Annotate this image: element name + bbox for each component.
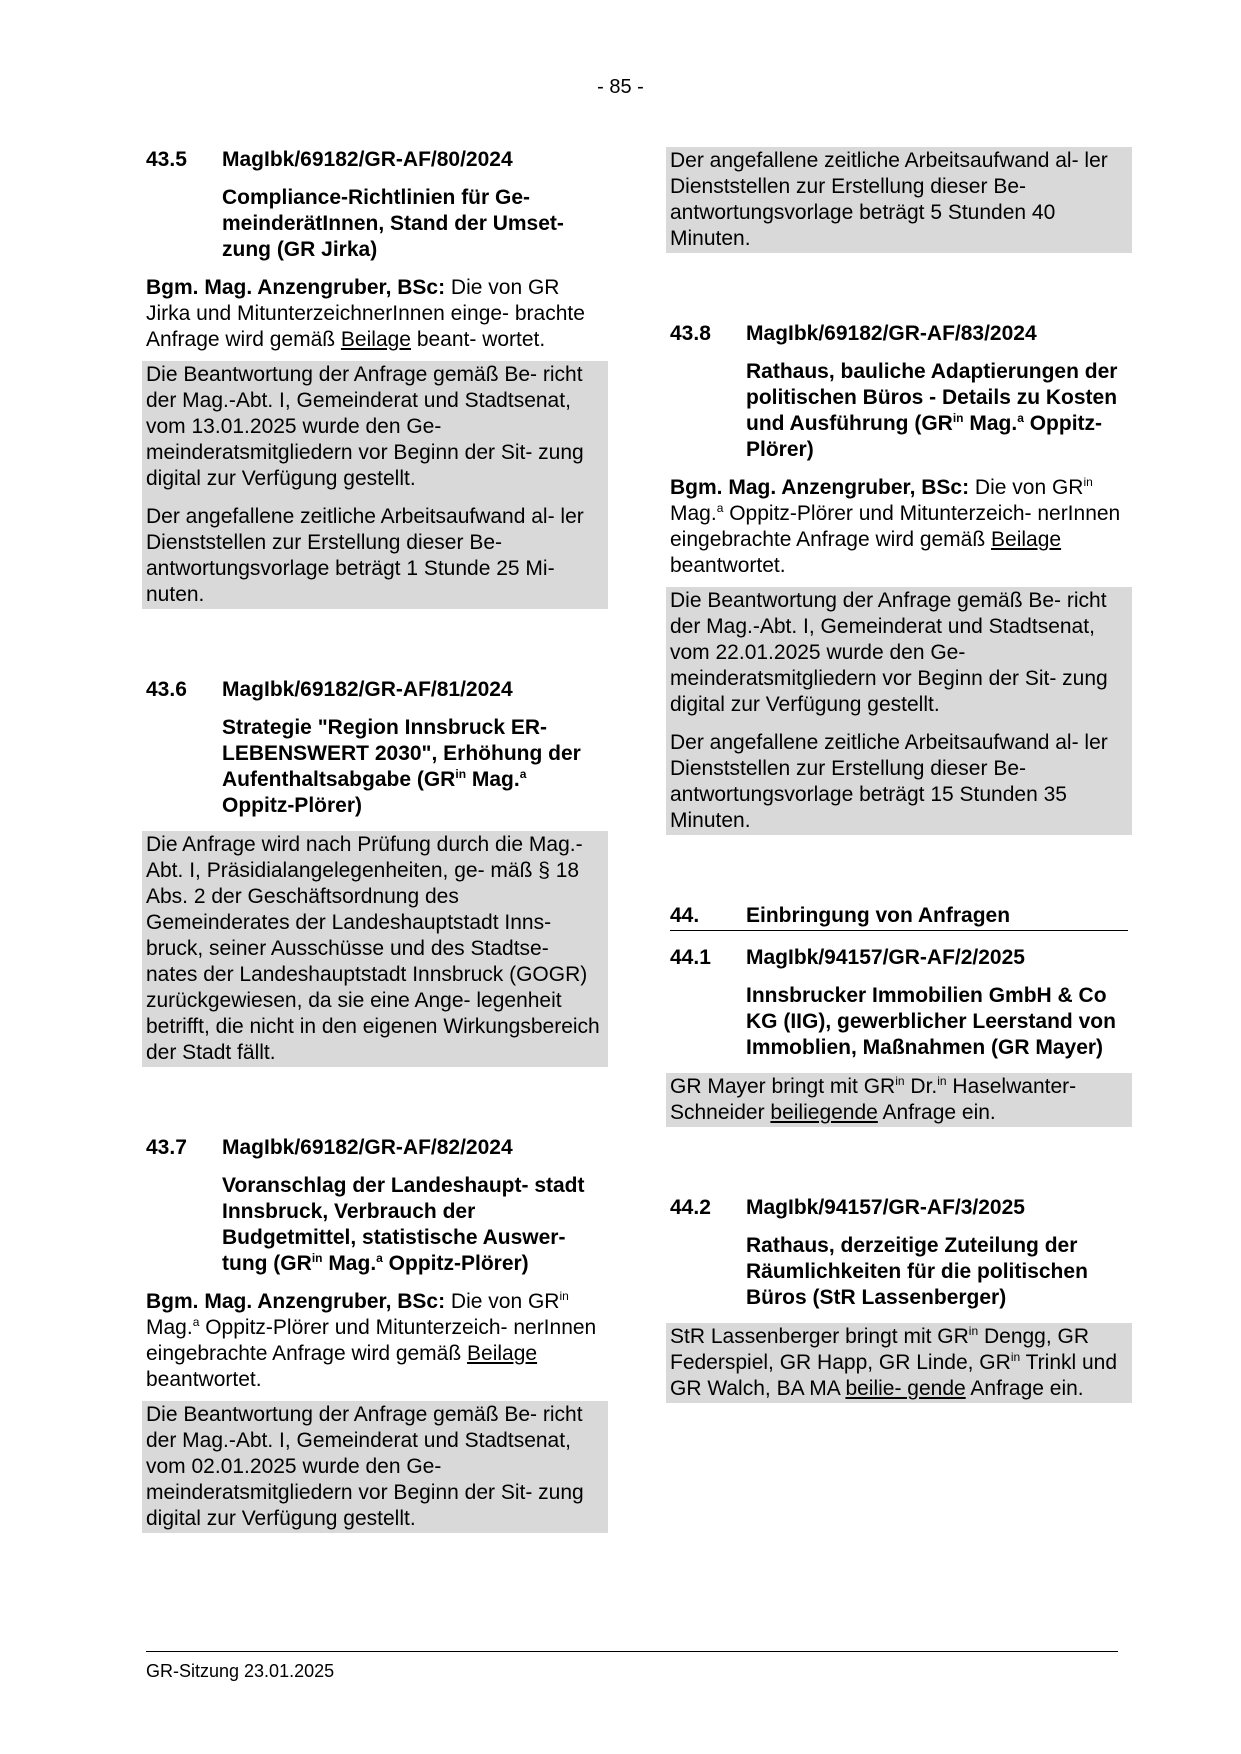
note-text: StR Lassenberger bringt mit GR — [670, 1325, 969, 1348]
shaded-note — [666, 1073, 1132, 1127]
statement-text: Mag. — [670, 502, 717, 525]
shaded-note — [142, 361, 608, 609]
item-subject — [222, 1173, 604, 1277]
item-subject — [222, 715, 604, 819]
item-number: 43.8 — [670, 322, 711, 345]
item-number: 44.2 — [670, 1196, 711, 1219]
item-reference: MagIbk/69182/GR-AF/83/2024 — [746, 322, 1037, 345]
effort-note: Der angefallene zeitliche Arbeitsaufwand al- ler Dienststellen zur Erstellung dieser Be- antwortungsvorlage beträgt 15 Stunden 35 Minuten. — [670, 731, 1108, 832]
superscript: a — [716, 501, 724, 515]
page-number: - 85 - — [597, 76, 644, 98]
subject-text: Mag. — [322, 1252, 377, 1275]
speaker-statement — [670, 475, 1128, 579]
item-reference: MagIbk/94157/GR-AF/3/2025 — [746, 1196, 1025, 1219]
subject-text: Oppitz-Plörer) — [382, 1252, 529, 1275]
answer-note: Die Beantwortung der Anfrage gemäß Be- richt der Mag.-Abt. I, Gemeinderat und Stadtsenat, vom 02.01.2025 wurde den Ge- meinderatsmitgliedern vor Beginn der Sit- zung digital zur Verfügung gestellt. — [146, 1403, 584, 1530]
statement-text: Mag. — [146, 1316, 193, 1339]
statement-text-end: beantwortet. — [670, 554, 786, 577]
subject-text: Voranschlag der Landeshaupt- stadt Innsbruck, Verbrauch der Budgetmittel, statistische Auswer- tung (GR — [222, 1174, 585, 1275]
note-text: GR Mayer bringt mit GR — [670, 1075, 896, 1098]
superscript: a — [192, 1315, 200, 1329]
speaker-statement — [146, 275, 604, 353]
superscript: in — [937, 1074, 947, 1088]
statement-text: Die von GR — [969, 476, 1084, 499]
superscript: in — [952, 411, 964, 425]
item-subject: Innsbrucker Immobilien GmbH & Co KG (IIG), gewerblicher Leerstand von Immoblien, Maßnahmen (GR Mayer) — [746, 984, 1116, 1059]
section-number: 44. — [670, 904, 700, 927]
note-text: Dengg, GR Federspiel, GR Happ, GR Linde, GR — [670, 1325, 1090, 1374]
beilage-link[interactable]: Beilage — [340, 328, 411, 351]
submission-note — [670, 1324, 1128, 1402]
note-text-end: Anfrage ein. — [877, 1101, 996, 1124]
item-43-8 — [670, 321, 1128, 835]
beiliegende-link[interactable]: beiliegende — [770, 1101, 878, 1124]
speaker-statement — [146, 1289, 604, 1393]
item-heading — [670, 321, 1128, 347]
subject-text: Oppitz-Plörer) — [746, 412, 1103, 461]
item-heading — [670, 945, 1128, 971]
subject-text: Oppitz-Plörer) — [222, 794, 362, 817]
shaded-note — [666, 1323, 1132, 1403]
subject-text: Mag. — [466, 768, 520, 791]
effort-note: Der angefallene zeitliche Arbeitsaufwand al- ler Dienststellen zur Erstellung dieser Be- antwortungsvorlage beträgt 1 Stunde 25 Mi- nuten. — [146, 505, 584, 606]
statement-text-end: beantwortet. — [146, 1368, 262, 1391]
beiliegende-link[interactable]: beilie- gende — [845, 1377, 966, 1400]
shaded-note — [666, 587, 1132, 835]
rejection-note: Die Anfrage wird nach Prüfung durch die Mag.-Abt. I, Präsidialangelegenheiten, ge- mäß § 18 Abs. 2 der Geschäftsordnung des Gemeinderates der Landeshauptstadt Inns- bruck, seiner Ausschüsse und des Stadtse- nates der Landeshauptstadt Innsbruck (GOGR) zurückgewiesen, da sie eine Ange- legenheit betrifft, die nicht in den eigenen Wirkungsbereich der Stadt fällt. — [146, 833, 600, 1064]
answer-note: Die Beantwortung der Anfrage gemäß Be- richt der Mag.-Abt. I, Gemeinderat und Stadtsenat, vom 22.01.2025 wurde den Ge- meinderatsmitgliedern vor Beginn der Sit- zung digital zur Verfügung gestellt. — [670, 589, 1108, 716]
item-43-5 — [146, 147, 604, 609]
statement-text-end: beant- wortet. — [410, 328, 546, 351]
note-text: Haselwanter- Schneider — [670, 1075, 1077, 1124]
item-number: 43.7 — [146, 1136, 187, 1159]
shaded-note — [666, 147, 1132, 253]
superscript: in — [895, 1074, 905, 1088]
right-column — [670, 147, 1128, 1409]
section-heading-44 — [670, 903, 1128, 931]
item-43-7 — [146, 1135, 604, 1533]
item-reference: MagIbk/69182/GR-AF/81/2024 — [222, 678, 513, 701]
item-44-2 — [670, 1195, 1128, 1403]
item-subject — [746, 359, 1128, 463]
superscript: in — [311, 1251, 323, 1265]
item-44-1 — [670, 945, 1128, 1127]
submission-note — [670, 1074, 1128, 1126]
subject-text: Strategie "Region Innsbruck ER- LEBENSWERT 2030", Erhöhung der Aufenthaltsabgabe (GR — [222, 716, 581, 791]
item-number: 44.1 — [670, 946, 711, 969]
subject-text: Mag. — [963, 412, 1018, 435]
statement-text: Oppitz-Plörer und Mitunterzeich- nerInnen eingebrachte Anfrage wird gemäß — [670, 502, 1121, 551]
item-heading — [146, 147, 604, 173]
item-heading — [670, 1195, 1128, 1221]
superscript: in — [968, 1324, 979, 1338]
speaker-name: Bgm. Mag. Anzengruber, BSc: — [146, 1290, 446, 1313]
speaker-name: Bgm. Mag. Anzengruber, BSc: — [146, 276, 446, 299]
item-43-6 — [146, 677, 604, 1067]
footer-divider — [146, 1651, 1118, 1652]
superscript: in — [559, 1289, 569, 1303]
beilage-link[interactable]: Beilage — [467, 1342, 538, 1365]
beilage-link[interactable]: Beilage — [991, 528, 1062, 551]
statement-text: Die von GR Jirka und MitunterzeichnerInnen einge- brachte Anfrage wird gemäß — [146, 276, 585, 351]
item-number: 43.5 — [146, 148, 187, 171]
statement-text: Oppitz-Plörer und Mitunterzeich- nerInnen eingebrachte Anfrage wird gemäß — [146, 1316, 597, 1365]
item-reference: MagIbk/69182/GR-AF/82/2024 — [222, 1136, 513, 1159]
item-43-7-continued — [670, 147, 1128, 253]
note-text: Dr. — [904, 1075, 938, 1098]
left-column — [146, 147, 604, 1539]
item-subject: Rathaus, derzeitige Zuteilung der Räumlichkeiten für die politischen Büros (StR Lassenberger) — [746, 1234, 1088, 1309]
speaker-name: Bgm. Mag. Anzengruber, BSc: — [670, 476, 970, 499]
footer-session-date: GR-Sitzung 23.01.2025 — [146, 1661, 335, 1681]
item-heading — [146, 1135, 604, 1161]
superscript: in — [1010, 1350, 1021, 1364]
item-subject: Compliance-Richtlinien für Ge- meinderätInnen, Stand der Umset- zung (GR Jirka) — [222, 186, 564, 261]
statement-text: Die von GR — [445, 1290, 560, 1313]
note-text: Trinkl und GR Walch, BA MA — [670, 1351, 1118, 1400]
subject-text: Rathaus, bauliche Adaptierungen der politischen Büros - Details zu Kosten und Ausführung (GR — [746, 360, 1118, 435]
item-reference: MagIbk/69182/GR-AF/80/2024 — [222, 148, 513, 171]
superscript: in — [455, 767, 467, 781]
shaded-note — [142, 1401, 608, 1533]
item-number: 43.6 — [146, 678, 187, 701]
item-reference: MagIbk/94157/GR-AF/2/2025 — [746, 946, 1025, 969]
superscript: in — [1083, 475, 1093, 489]
answer-note: Die Beantwortung der Anfrage gemäß Be- richt der Mag.-Abt. I, Gemeinderat und Stadtsenat, vom 13.01.2025 wurde den Ge- meinderatsmitgliedern vor Beginn der Sit- zung digital zur Verfügung gestellt. — [146, 363, 584, 490]
effort-note: Der angefallene zeitliche Arbeitsaufwand al- ler Dienststellen zur Erstellung dieser Be- antwortungsvorlage beträgt 5 Stunden 40 Minuten. — [670, 149, 1108, 250]
note-text-end: Anfrage ein. — [965, 1377, 1084, 1400]
superscript: a — [519, 767, 527, 781]
superscript: a — [376, 1251, 383, 1265]
section-title: Einbringung von Anfragen — [746, 904, 1011, 927]
superscript: a — [1017, 411, 1024, 425]
item-heading — [146, 677, 604, 703]
shaded-note — [142, 831, 608, 1067]
